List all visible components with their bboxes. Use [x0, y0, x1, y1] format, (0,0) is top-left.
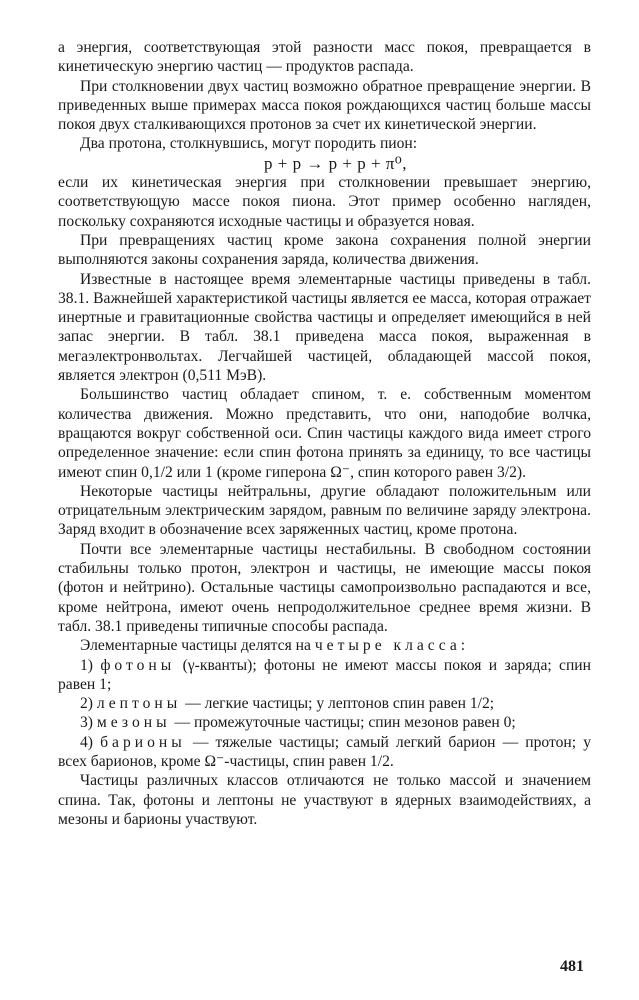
paragraph-6: Известные в настоящее время элементарные частицы приведены в табл. 38.1. Важнейшей характеристикой частицы является ее масса, которая отражает инертные и гравитационные свойства частицы и определяет имеющийся в ней запас энергии. В табл. 38.1 приведена масса покоя, выраженная в мегаэлектронвольтах. Легчайшей частицей, обладающей массой покоя, является электрон (0,511 МэВ). [58, 270, 591, 385]
list-item-number: 1) [80, 656, 93, 674]
classes-lead: Элементарные частицы делятся на [80, 637, 311, 655]
list-item-number: 4) [80, 733, 93, 751]
paragraph-9: Почти все элементарные частицы нестабильны. В свободном состоянии стабильны только протон, электрон и частицы, не имеющие массы покоя (фотон и нейтрино). Остальные частицы самопроизвольно распадаются и все, кроме нейтрона, имеют очень непродолжительное среднее время жизни. В табл. 38.1 приведены типичные способы распада. [58, 540, 591, 635]
classes-emphasis: четыре класса [314, 637, 461, 655]
page-body [58, 38, 591, 829]
list-item [58, 694, 591, 713]
list-item-desc: — легкие частицы; у лептонов спин равен 1/2; [185, 695, 495, 713]
paragraph-8: Некоторые частицы нейтральны, другие обладают положительным или отрицательным электрическим зарядом, равным по величине заряду электрона. Заряд входит в обозначение всех заряженных частиц, кроме протона. [58, 482, 591, 539]
list-item-desc: — промежуточные частицы; спин мезонов равен 0; [174, 714, 516, 732]
paragraph-3: Два протона, столкнувшись, могут породить пион: [80, 135, 418, 153]
formula-pion: p + p → p + p + π⁰, [264, 153, 407, 173]
list-item [58, 656, 591, 695]
list-item [58, 733, 591, 772]
paragraph-10 [58, 636, 591, 655]
list-item-term: барионы [100, 733, 186, 751]
list-item-term: лептоны [96, 695, 182, 713]
list-item-number: 2) [80, 695, 93, 713]
paragraph-4: если их кинетическая энергия при столкновении превышает энергию, соответствующую массе покоя пиона. Этот пример особенно нагляден, поскольку сохраняются исходные частицы и образуется новая. [58, 174, 591, 230]
list-item-term: мезоны [96, 714, 171, 732]
paragraph-2: При столкновении двух частиц возможно обратное превращение энергии. В приведенных выше примерах масса покоя рождающихся частиц больше массы покоя двух сталкивающихся протонов за счет их кинетической энергии. [58, 77, 591, 134]
list-item-term: фотоны [100, 656, 176, 674]
paragraph-5: При превращениях частиц кроме закона сохранения полной энергии выполняются законы сохранения заряда, количества движения. [58, 231, 591, 269]
list-item-desc: (γ-кванты); фотоны не имеют массы покоя и заряда; спин равен 1; [58, 656, 591, 693]
classes-colon: : [460, 637, 466, 655]
page-number: 481 [560, 958, 584, 975]
list-item [58, 713, 591, 732]
paragraph-11: Частицы различных классов отличаются не только массой и значением спина. Так, фотоны и лептоны не участвуют в ядерных взаимодействиях, а мезоны и барионы участвуют. [58, 772, 591, 828]
list-item-desc: — тяжелые частицы; самый легкий барион — протон; у всех барионов, кроме Ω⁻-частицы, спин равен 1/2. [58, 733, 591, 770]
list-item-number: 3) [80, 714, 93, 732]
paragraph-7: Большинство частиц обладает спином, т. е. собственным моментом количества движения. Можно представить, что они, наподобие волчка, вращаются вокруг собственной оси. Спин частицы каждого вида имеет строго определенное значение: если спин фотона принять за единицу, то все частицы имеют спин 0,1/2 или 1 (кроме гиперона Ω⁻, спин которого равен 3/2). [58, 386, 591, 481]
paragraph-1: а энергия, соответствующая этой разности масс покоя, превращается в кинетическую энергию частиц — продуктов распада. [58, 39, 591, 76]
